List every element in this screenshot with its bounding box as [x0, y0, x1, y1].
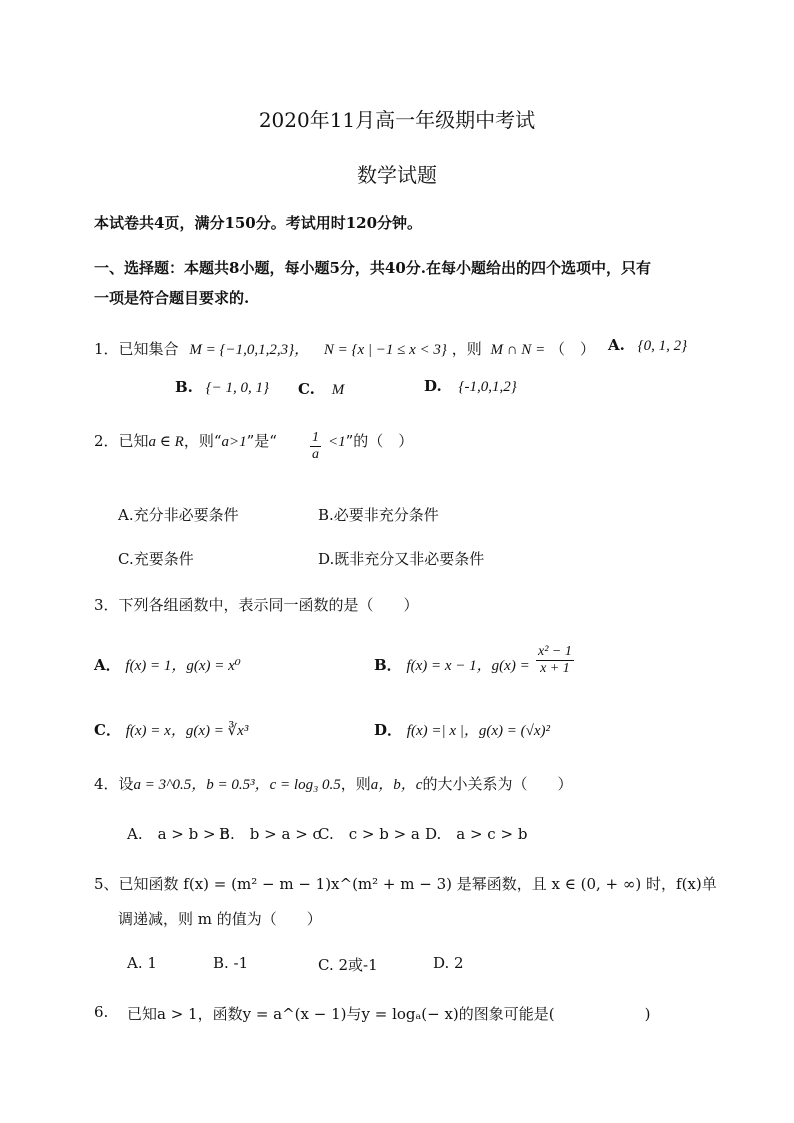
q2-option-b: B.必要非充分条件: [318, 506, 439, 524]
q2-stem-a: 2．已知: [94, 432, 149, 450]
q1-option-d-value: {-1,0,1,2}: [458, 379, 517, 395]
q2-stem-c: ”是“: [246, 432, 277, 450]
q6-number: 6.: [94, 1003, 109, 1021]
q1-stem-b: ，则: [451, 340, 482, 358]
q3-option-a: [94, 654, 241, 675]
q1-option-d: [424, 377, 517, 396]
page-title: 2020年11月高一年级期中考试: [258, 108, 536, 132]
section-heading-line-2: 一项是符合题目要求的.: [94, 289, 250, 307]
q2-fraction: [310, 430, 321, 463]
q3-option-b-prefix: f(x) = x − 1，g(x) =: [406, 658, 530, 674]
q4-stem-b: ，则: [340, 775, 371, 793]
q1-option-b-label: B.: [175, 378, 193, 396]
q4-option-b: B. b > a > c: [219, 825, 321, 843]
q2-option-c: C.充要条件: [118, 550, 194, 568]
exam-info: 本试卷共4页，满分150分。考试用时120分钟。: [94, 214, 423, 232]
q3-stem: 3．下列各组函数中，表示同一函数的是（ ）: [94, 596, 419, 614]
section-heading-line-1: 一、选择题：本题共8小题，每小题5分，共40分.在每小题给出的四个选项中，只有: [94, 259, 651, 277]
q2-stem-tail: [328, 430, 413, 451]
q1-expr: M ∩ N =: [490, 342, 546, 358]
q3-option-b: [374, 654, 530, 675]
q2-p2: <1: [328, 434, 346, 450]
q6-stem: 已知a > 1，函数y = a^(x − 1)与y = logₐ(− x)的图象可能是( ): [127, 1005, 651, 1023]
q5-option-d: D. 2: [433, 954, 464, 972]
q4-option-c: C. c > b > a: [318, 825, 420, 843]
q1-paren: （ ）: [549, 340, 595, 358]
q3-option-b-num: x² − 1: [538, 644, 572, 659]
q5-stem-line-2: 调递减，则 m 的值为（ ）: [118, 910, 322, 928]
q4-stem-a: 4．设: [94, 775, 134, 793]
q1-option-a-value: {0, 1, 2}: [637, 338, 688, 354]
q2-p1: a>1: [221, 434, 247, 450]
q4-option-d: D. a > c > b: [425, 825, 528, 843]
q4-abc: a，b，c: [370, 777, 423, 793]
q3-option-b-den: x + 1: [540, 661, 570, 676]
q1-set-m: M = {−1,0,1,2,3}，: [189, 342, 310, 358]
q1-option-c: [298, 380, 344, 399]
q1-option-a: [608, 336, 687, 355]
q3-option-b-label: B．: [374, 656, 402, 674]
q1-stem: [94, 338, 595, 359]
q1-option-b-value: {− 1, 0, 1}: [205, 380, 270, 396]
q4-stem-c: 的大小关系为（ ）: [422, 775, 573, 793]
q1-stem-a: 1．已知集合: [94, 340, 179, 358]
page-subtitle: 数学试题: [357, 163, 437, 187]
q2-stem: [94, 430, 277, 451]
q3-option-c: [94, 719, 248, 740]
q1-set-n: N = {x | −1 ≤ x < 3}: [323, 342, 447, 358]
q3-option-a-value: f(x) = 1，g(x) = x⁰: [125, 658, 241, 674]
q5-option-a: A. 1: [127, 954, 157, 972]
q2-option-d: D.既非充分又非必要条件: [318, 550, 485, 568]
q5-stem-line-1: 5、已知函数 f(x) = (m² − m − 1)x^(m² + m − 3) 是幂函数，且 x ∈ (0, + ∞) 时，f(x)单: [94, 875, 717, 893]
q4-stem: [94, 773, 572, 794]
q1-option-a-label: A.: [608, 336, 625, 354]
q2-stem-b: ，则“: [183, 432, 222, 450]
q1-option-b: [175, 378, 269, 397]
q1-option-d-label: D.: [424, 377, 442, 395]
q2-cond: a ∈ R: [148, 434, 184, 450]
q3-option-a-label: A．: [94, 656, 121, 674]
q5-option-c: C. 2或-1: [318, 956, 378, 974]
q3-option-c-value: f(x) = x，g(x) = ∛x³: [125, 723, 249, 739]
q1-option-c-label: C.: [298, 380, 315, 398]
q2-stem-d: ”的（ ）: [345, 432, 414, 450]
q5-option-b: B. -1: [213, 954, 249, 972]
q2-frac-num: 1: [312, 430, 319, 445]
q1-option-c-value: M: [331, 382, 345, 398]
q3-option-d: [374, 719, 550, 740]
q3-option-d-label: D．: [374, 721, 403, 739]
q3-option-c-label: C．: [94, 721, 121, 739]
q4-option-a: A. a > b > c: [127, 825, 229, 843]
q4-defs: a = 3^0.5，b = 0.5³，c = log₃ 0.5: [133, 777, 341, 793]
q2-frac-den: a: [312, 447, 319, 462]
q3-option-d-value: f(x) =| x |，g(x) = (√x)²: [406, 723, 551, 739]
q2-option-a: A.充分非必要条件: [118, 506, 239, 524]
q3-option-b-fraction: [536, 644, 574, 677]
